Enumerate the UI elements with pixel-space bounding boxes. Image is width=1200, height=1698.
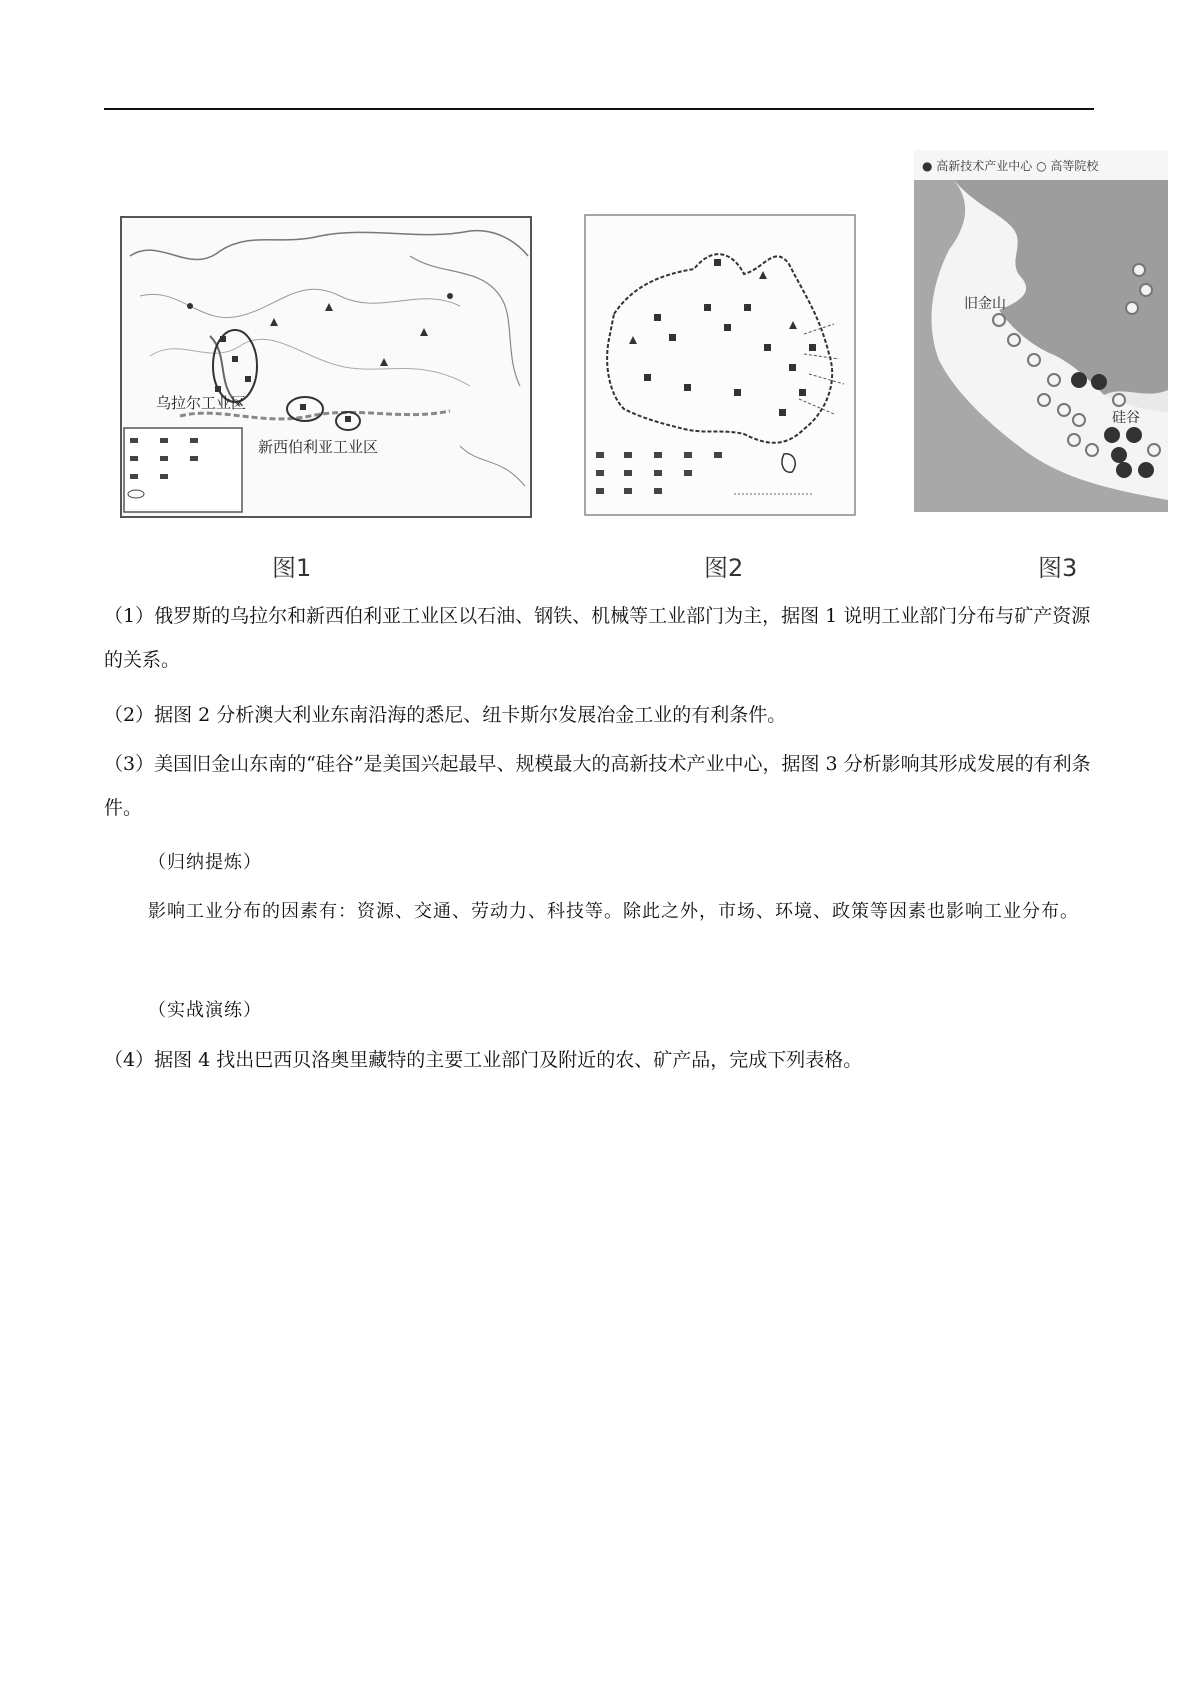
label-san-francisco: 旧金山 <box>964 296 1006 312</box>
question-2: （2）据图 2 分析澳大利业东南沿海的悉尼、纽卡斯尔发展冶金工业的有利条件。 <box>104 704 787 726</box>
figure-2-caption: 图2 <box>704 554 744 582</box>
figure-3-map <box>914 150 1168 512</box>
question-3: （3）美国旧金山东南的“硅谷”是美国兴起最早、规模最大的高新技术产业中心，据图 3 分析影响其形成发展的有利条件。 <box>104 753 1091 819</box>
summary-heading: （归纳提炼） <box>148 852 262 873</box>
label-ural-industrial-area: 乌拉尔工业区 <box>156 394 247 412</box>
figure-3-caption: 图3 <box>1038 554 1078 582</box>
figure-3-legend: ● 高新技术产业中心 ○ 高等院校 <box>922 159 1099 173</box>
label-novosibirsk-industrial-area: 新西伯利亚工业区 <box>258 438 379 456</box>
label-silicon-valley: 硅谷 <box>1112 410 1140 426</box>
figure-2-map <box>584 214 856 516</box>
question-1: （1）俄罗斯的乌拉尔和新西伯利亚工业区以石油、钢铁、机械等工业部门为主，据图 1 说明工业部门分布与矿产资源的关系。 <box>104 605 1091 671</box>
summary-text: 影响工业分布的因素有：资源、交通、劳动力、科技等。除此之外，市场、环境、政策等因素也影响工业分布。 <box>148 901 1079 922</box>
figure-1-caption: 图1 <box>272 554 312 582</box>
header-rule <box>104 108 1094 110</box>
question-4: （4）据图 4 找出巴西贝洛奥里藏特的主要工业部门及附近的农、矿产品，完成下列表格。 <box>104 1049 863 1071</box>
practice-heading: （实战演练） <box>148 1000 262 1021</box>
figure-1-map <box>120 216 532 518</box>
